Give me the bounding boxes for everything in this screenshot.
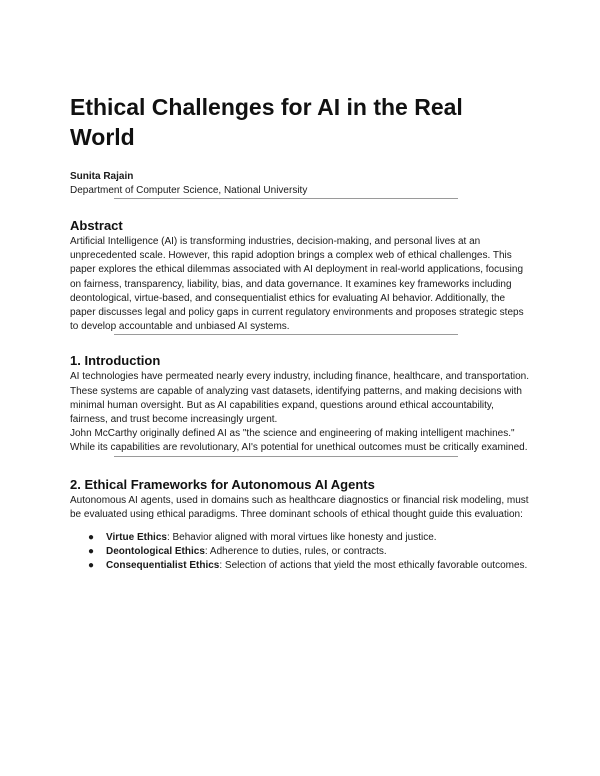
frameworks-list [70, 531, 530, 574]
abstract-text: Artificial Intelligence (AI) is transforming industries, decision-making, and personal lives at an unprecedented scale. However, this rapid adoption brings a complex web of ethical challenges. This paper explores the ethical dilemmas associated with AI deployment in real-world applications, focusing on fairness, transparency, liability, bias, and data governance. It examines key frameworks including deontological, virtue-based, and consequentialist ethics for evaluating AI behavior. Additionally, the paper discusses legal and policy gaps in current regulatory environments and proposes strategic steps to develop accountable and unbiased AI systems. [70, 236, 524, 333]
bullet-icon: ● [88, 560, 95, 572]
paper-title: Ethical Challenges for AI in the Real World [70, 94, 463, 150]
introduction-paragraph-2: John McCarthy originally defined AI as "the science and engineering of making intelligent machines." While its capabilities are revolutionary, AI's potential for unethical outcomes must be critically examined. [70, 428, 528, 454]
list-item-desc: : Adherence to duties, rules, or contracts. [204, 546, 387, 558]
bullet-icon: ● [88, 546, 95, 558]
frameworks-intro: Autonomous AI agents, used in domains such as healthcare diagnostics or financial risk modeling, must be evaluated using ethical paradigms. Three dominant schools of ethical thought guide this evaluation: [70, 494, 529, 520]
introduction-paragraph-1: AI technologies have permeated nearly every industry, including finance, healthcare, and transportation. These systems are capable of analyzing vast datasets, identifying patterns, and making decisions with minimal human oversight. But as AI capabilities expand, questions around ethical accountability, fairness, and trust become increasingly urgent. [70, 371, 529, 426]
list-item-desc: : Selection of actions that yield the most ethically favorable outcomes. [219, 560, 528, 572]
divider [114, 456, 458, 457]
list-item-desc: : Behavior aligned with moral virtues like honesty and justice. [166, 532, 437, 544]
introduction-heading: 1. Introduction [70, 353, 161, 369]
abstract-heading: Abstract [70, 218, 123, 233]
list-item-term: Virtue Ethics [106, 532, 167, 544]
divider [114, 334, 458, 335]
frameworks-heading: 2. Ethical Frameworks for Autonomous AI Agents [70, 476, 375, 492]
list-item [88, 531, 530, 545]
bullet-icon: ● [88, 532, 95, 544]
list-item [88, 559, 530, 573]
list-item [88, 545, 530, 559]
list-item-term: Deontological Ethics [106, 546, 205, 558]
list-item-term: Consequentialist Ethics [106, 560, 220, 572]
author-name: Sunita Rajain [70, 171, 134, 182]
author-affiliation: Department of Computer Science, National University [70, 185, 308, 196]
divider [114, 198, 458, 199]
